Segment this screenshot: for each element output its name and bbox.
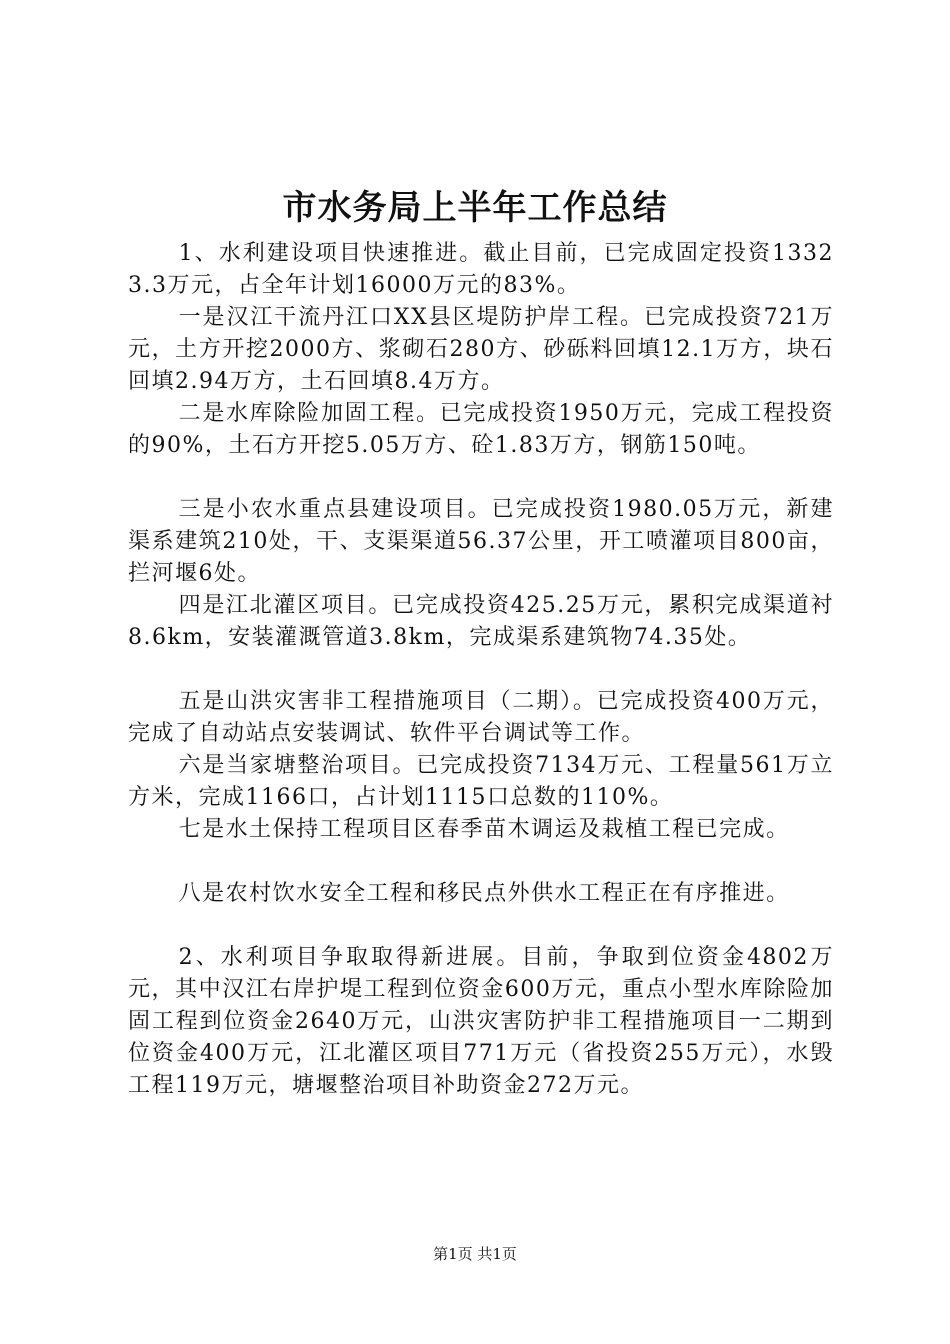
page-footer: 第1页 共1页 (433, 1245, 517, 1263)
paragraph-2: 一是汉江干流丹江口XX县区堤防护岸工程。已完成投资721万元，土方开挖2000方、浆砌石280方、砂砾料回填12.1万方，块石回填2.94万方，土石回填8.4万方。 (128, 305, 834, 394)
paragraph-9: 八是农村饮水安全工程和移民点外供水工程正在有序推进。 (178, 881, 790, 906)
paragraph-1: 1、水利建设项目快速推进。截止目前，已完成固定投资13323.3万元，占全年计划16000万元的83%。 (128, 241, 834, 298)
document-title: 市水务局上半年工作总结 (282, 188, 668, 228)
paragraph-6: 五是山洪灾害非工程措施项目（二期）。已完成投资400万元，完成了自动站点安装调试、软件平台调试等工作。 (128, 689, 834, 746)
document-body (128, 238, 834, 1102)
paragraph-4: 三是小农水重点县建设项目。已完成投资1980.05万元，新建渠系建筑210处，干、支渠渠道56.37公里，开工喷灌项目800亩，拦河堰6处。 (128, 497, 834, 586)
paragraph-3: 二是水库除险加固工程。已完成投资1950万元，完成工程投资的90%，土石方开挖5.05万方、砼1.83万方，钢筋150吨。 (128, 401, 834, 458)
paragraph-10: 2、水利项目争取取得新进展。目前，争取到位资金4802万元，其中汉江右岸护堤工程到位资金600万元，重点小型水库除险加固工程到位资金2640万元，山洪灾害防护非工程措施项目一二期到位资金400万元，江北灌区项目771万元（省投资255万元），水毁工程119万元，塘堰整治项目补助资金272万元。 (128, 945, 834, 1098)
paragraph-7: 六是当家塘整治项目。已完成投资7134万元、工程量561万立方米，完成1166口，占计划1115口总数的110%。 (128, 753, 834, 810)
paragraph-5: 四是江北灌区项目。已完成投资425.25万元，累积完成渠道衬8.6km，安装灌溉管道3.8km，完成渠系建筑物74.35处。 (128, 593, 834, 650)
paragraph-8: 七是水土保持工程项目区春季苗木调运及栽植工程已完成。 (178, 817, 790, 842)
